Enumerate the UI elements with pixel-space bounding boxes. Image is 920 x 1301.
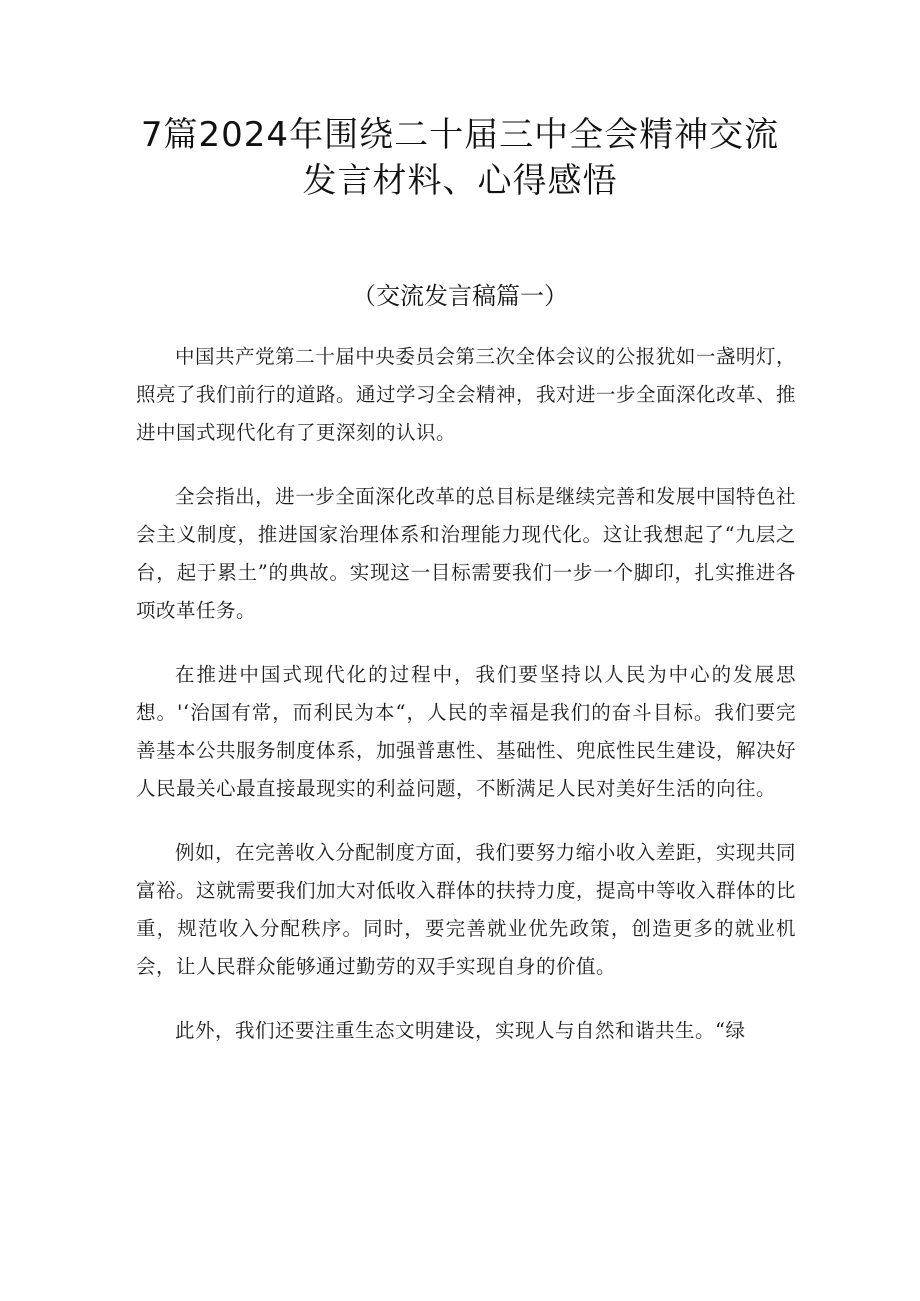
title-line-1: 7篇2024年围绕二十届三中全会精神交流 <box>140 115 780 155</box>
document-body <box>136 338 796 1076</box>
paragraph: 例如，在完善收入分配制度方面，我们要努力缩小收入差距，实现共同富裕。这就需要我们加大对低收入群体的扶持力度，提高中等收入群体的比重，规范收入分配秩序。同时，要完善就业优先政策，创造更多的就业机会，让人民群众能够通过勤劳的双手实现自身的价值。 <box>136 841 797 978</box>
paragraph: 此外，我们还要注重生态文明建设，实现人与自然和谐共生。“绿 <box>175 1019 746 1042</box>
document-title <box>100 112 820 204</box>
paragraph: 在推进中国式现代化的过程中，我们要坚持以人民为中心的发展思想。'‘治国有常，而利民为本“，人民的幸福是我们的奋斗目标。我们要完善基本公共服务制度体系，加强普惠性、基础性、兜底性民生建设，解决好人民最关心最直接最现实的利益问题，不断满足人民对美好生活的向往。 <box>136 663 797 800</box>
paragraph: 中国共产党第二十届中央委员会第三次全体会议的公报犹如一盏明灯，照亮了我们前行的道路。通过学习全会精神，我对进一步全面深化改革、推进中国式现代化有了更深刻的认识。 <box>136 345 797 444</box>
paragraph: 全会指出，进一步全面深化改革的总目标是继续完善和发展中国特色社会主义制度，推进国家治理体系和治理能力现代化。这让我想起了“九层之台，起于累土”的典故。实现这一目标需要我们一步一个脚印，扎实推进各项改革任务。 <box>136 485 796 622</box>
section-heading: （交流发言稿篇一） <box>352 282 568 310</box>
title-line-2: 发言材料、心得感悟 <box>302 161 618 201</box>
